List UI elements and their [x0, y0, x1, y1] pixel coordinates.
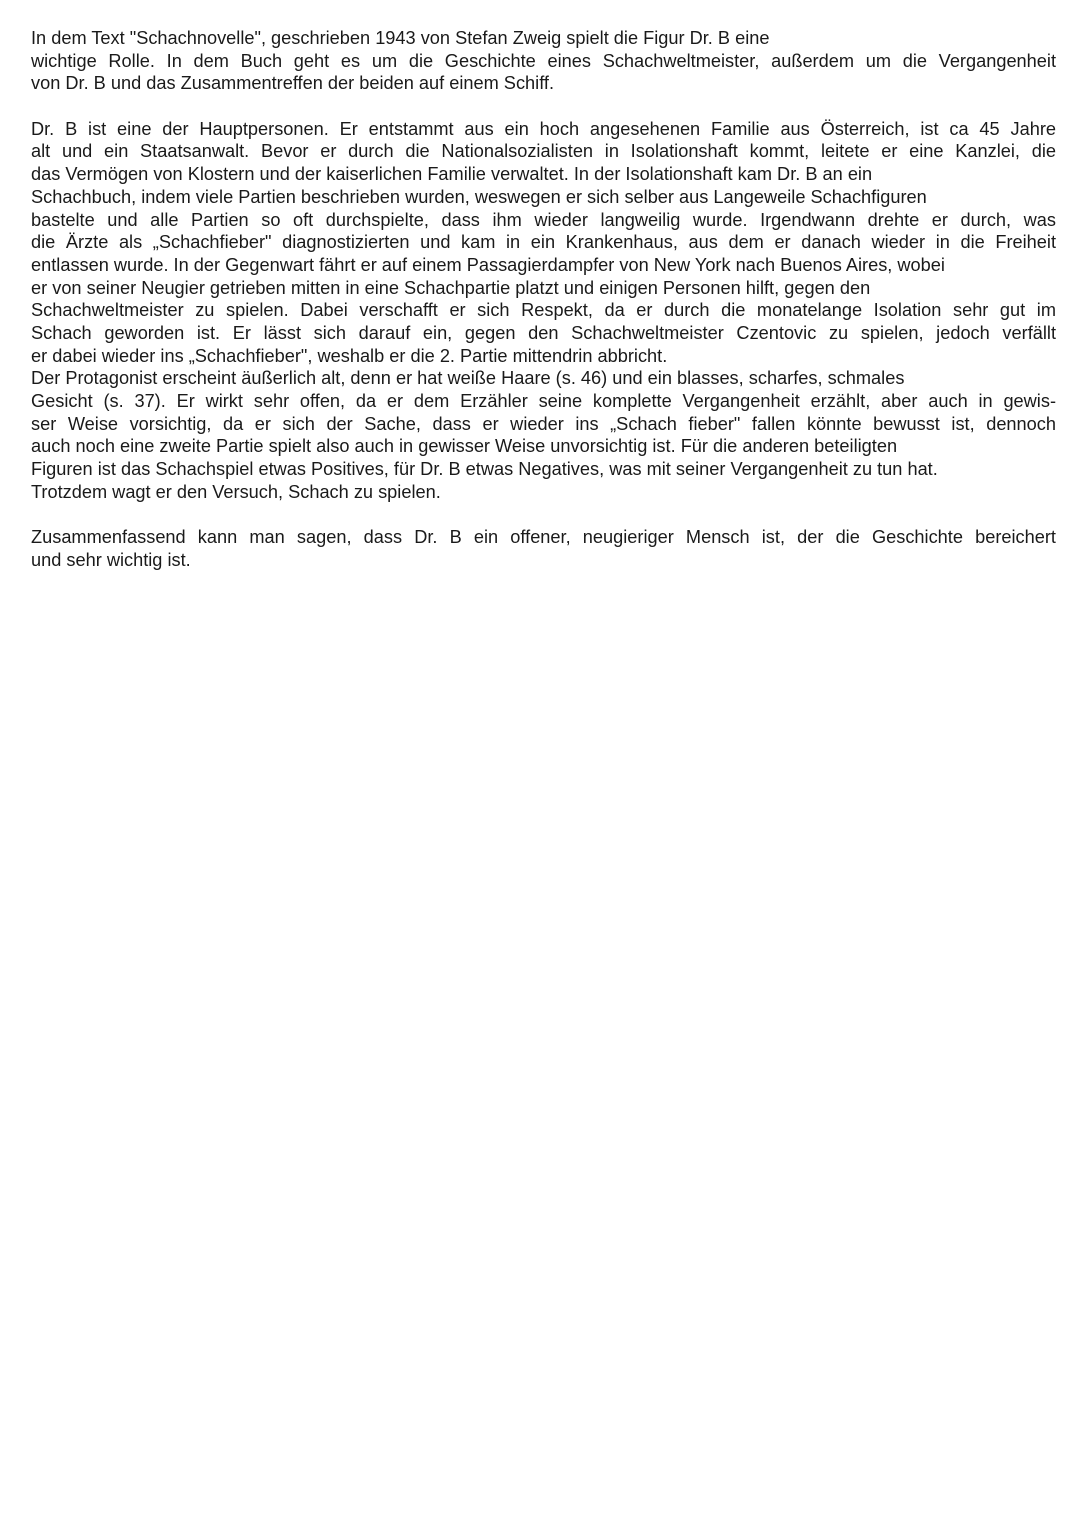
text-line: Schachweltmeister zu spielen. Dabei verschafft er sich Respekt, da er durch die monatelange Isolation sehr gut im — [31, 300, 1056, 321]
text-line: Dr. B ist eine der Hauptpersonen. Er entstammt aus ein hoch angesehenen Familie aus Österreich, ist ca 45 Jahre — [31, 118, 1056, 139]
text-line: alt und ein Staatsanwalt. Bevor er durch die Nationalsozialisten in Isolationshaft kommt, leitete er eine Kanzlei, die — [31, 141, 1056, 162]
text-line: Schachbuch, indem viele Partien beschrieben wurden, weswegen er sich selber aus Langeweile Schachfiguren — [31, 186, 927, 207]
text-line: er von seiner Neugier getrieben mitten in eine Schachpartie platzt und einigen Personen hilft, gegen den — [31, 277, 871, 298]
text-line: Gesicht (s. 37). Er wirkt sehr offen, da er dem Erzähler seine komplette Vergangenheit erzählt, aber auch in gewis- — [31, 391, 1056, 411]
text-line: wichtige Rolle. In dem Buch geht es um die Geschichte eines Schachweltmeister, außerdem um die Vergangenheit — [31, 50, 1056, 71]
text-line: die Ärzte als „Schachfieber" diagnostizierten und kam in ein Krankenhaus, aus dem er danach wieder in die Freiheit — [31, 232, 1056, 253]
paragraph-gap — [31, 95, 1056, 118]
text-line: Der Protagonist erscheint äußerlich alt, denn er hat weiße Haare (s. 46) und ein blasses, scharfes, schmales — [31, 368, 905, 389]
text-line: und sehr wichtig ist. — [31, 549, 191, 570]
paragraph — [31, 27, 1056, 95]
text-line: Trotzdem wagt er den Versuch, Schach zu spielen. — [31, 481, 441, 502]
text-line: Zusammenfassend kann man sagen, dass Dr. B ein offener, neugieriger Mensch ist, der die Geschichte bereichert — [31, 527, 1056, 548]
text-line: das Vermögen von Klostern und der kaiserlichen Familie verwaltet. In der Isolationshaft kam Dr. B an ein — [31, 164, 873, 185]
text-line: auch noch eine zweite Partie spielt also auch in gewisser Weise unvorsichtig ist. Für die anderen beteiligten — [31, 436, 898, 457]
paragraph-gap — [31, 503, 1056, 526]
text-line: In dem Text "Schachnovelle", geschrieben 1943 von Stefan Zweig spielt die Figur Dr. B eine — [31, 28, 770, 48]
text-line: Schach geworden ist. Er lässt sich darauf ein, gegen den Schachweltmeister Czentovic zu spielen, jedoch verfällt — [31, 322, 1056, 343]
text-line: ser Weise vorsichtig, da er sich der Sache, dass er wieder ins „Schach fieber" fallen könnte bewusst ist, dennoch — [31, 413, 1056, 434]
text-line: bastelte und alle Partien so oft durchspielte, dass ihm wieder langweilig wurde. Irgendwann drehte er durch, was — [31, 209, 1056, 230]
document-body — [31, 27, 1056, 572]
text-line: entlassen wurde. In der Gegenwart fährt er auf einem Passagierdampfer von New York nach Buenos Aires, wobei — [31, 254, 945, 275]
text-line: von Dr. B und das Zusammentreffen der beiden auf einem Schiff. — [31, 73, 555, 94]
paragraph — [31, 526, 1056, 571]
paragraph — [31, 118, 1056, 504]
text-line: er dabei wieder ins „Schachfieber", weshalb er die 2. Partie mittendrin abbricht. — [31, 345, 668, 366]
text-line: Figuren ist das Schachspiel etwas Positives, für Dr. B etwas Negatives, was mit seiner Vergangenheit zu tun hat. — [31, 459, 938, 480]
